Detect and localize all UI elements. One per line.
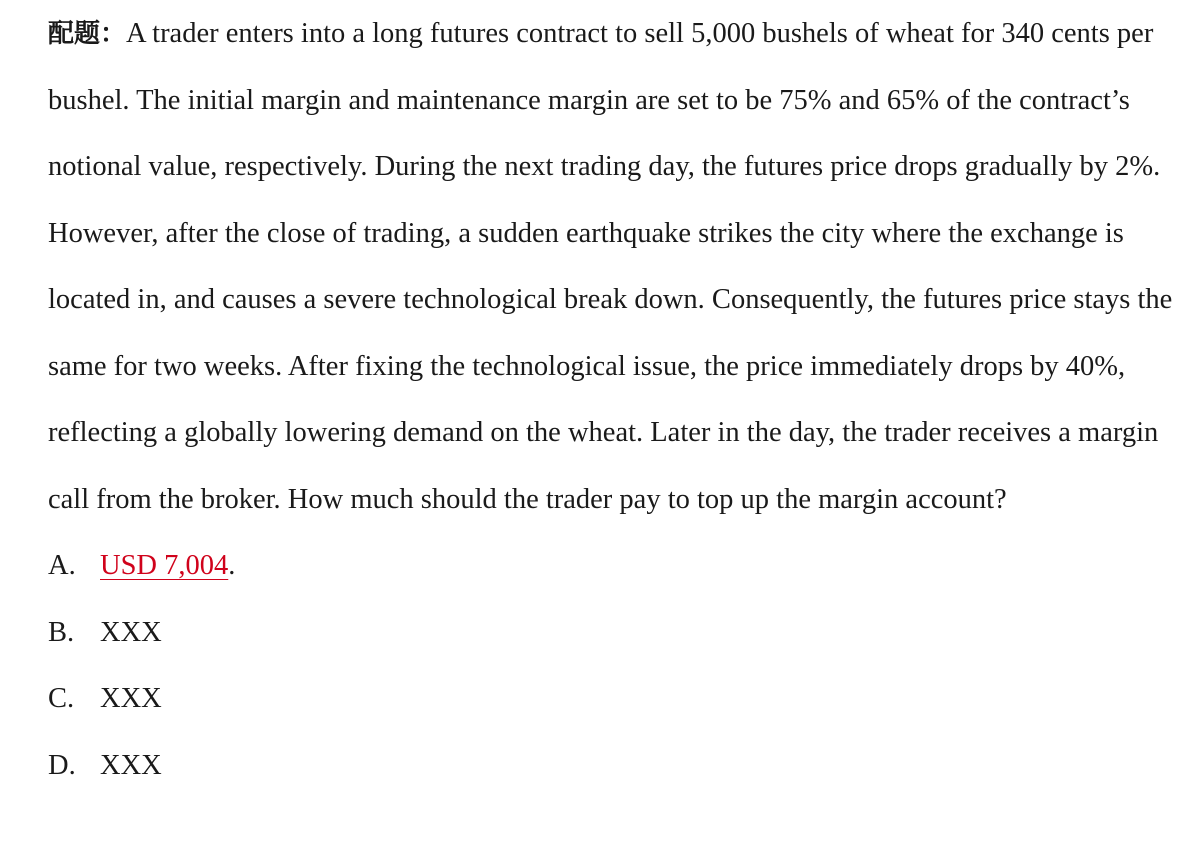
option-text: XXX: [100, 749, 162, 781]
option-a[interactable]: [48, 533, 1188, 600]
option-letter: D.: [48, 749, 76, 781]
question-paragraph: [48, 0, 1188, 533]
option-b[interactable]: [48, 600, 1188, 667]
answer-options: [48, 533, 1188, 799]
question-page: [48, 0, 1188, 799]
option-text-answer: USD 7,004: [100, 550, 229, 581]
option-text: XXX: [100, 616, 162, 648]
option-d[interactable]: [48, 733, 1188, 800]
option-c[interactable]: [48, 666, 1188, 733]
question-label: 配题：: [48, 19, 127, 49]
option-text: XXX: [100, 683, 162, 714]
option-letter: A.: [48, 550, 76, 581]
option-suffix: .: [228, 550, 236, 581]
option-letter: C.: [48, 683, 75, 714]
question-text: A trader enters into a long futures contract to sell 5,000 bushels of wheat for 340 cents per bushel. The initial margin and maintenance margin are set to be 75% and 65% of the contract’s notional value, respectively. During the next trading day, the futures price drops gradually by 2%. However, after the close of trading, a sudden earthquake strikes the city where the exchange is located in, and causes a severe technological break down. Consequently, the futures price stays the same for two weeks. After fixing the technological issue, the price immediately drops by 40%, reflecting a globally lowering demand on the wheat. Later in the day, the trader receives a margin call from the broker. How much should the trader pay to top up the margin account?: [48, 18, 1173, 515]
option-letter: B.: [48, 616, 75, 648]
